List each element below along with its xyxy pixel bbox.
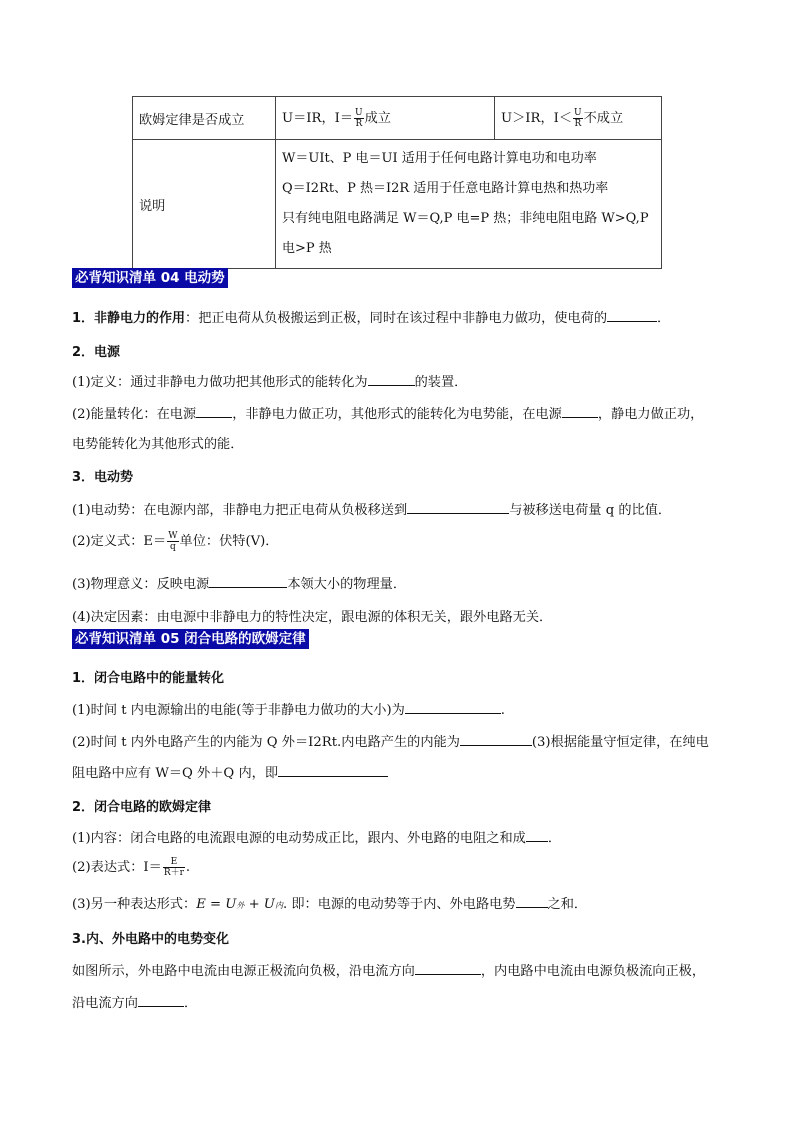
section-header-05: 必背知识清单 05 闭合电路的欧姆定律 (72, 629, 309, 649)
paragraph-3-2: (2)定义式：E＝ $\frac{W}{q}$ 单位：伏特(V)． (72, 531, 279, 552)
heading-closed-circuit-ohm: 2．闭合电路的欧姆定律 (72, 800, 212, 815)
fraction-u-over-r: $\frac{U}{R}$ (355, 108, 363, 129)
paragraph-1: 1．非静电力的作用：把正电荷从负极搬运到正极，同时在该过程中非静电力做功，使电荷的 ． (72, 307, 670, 326)
fill-blank (138, 992, 184, 1007)
fill-blank (415, 960, 481, 975)
paragraph-2-2-cont: 电势能转化为其他形式的能． (72, 437, 244, 452)
fill-blank (196, 403, 232, 418)
fill-blank (562, 403, 598, 418)
paragraph-3-1: (1)电动势：在电源内部，非静电力把正电荷从负极移送到 与被移送电荷量 q 的比值． (72, 499, 671, 518)
fill-blank (516, 893, 548, 908)
fraction-e-over-r-plus-r: $\frac{E}{R+r}$ (163, 857, 184, 878)
note-line: 只有纯电阻电路满足 W＝Q,P 电=P 热；非纯电阻电路 W>Q,P (282, 211, 649, 226)
note-line: W＝UIt、P 电＝UI 适用于任何电路计算电功和电功率 (282, 151, 597, 166)
table-cell-label: 欧姆定律是否成立 (133, 97, 276, 140)
paragraph-2-1: (1)定义：通过非静电力做功把其他形式的能转化为 的装置． (72, 371, 467, 390)
fraction-w-over-q: $\frac{W}{q}$ (168, 531, 178, 552)
fill-blank (405, 699, 501, 714)
paragraph-q2-3: (3)另一种表达形式：E = U外 + U内. 即：电源的电动势等于内、外电路电势 之和． (72, 893, 587, 912)
paragraph-2-2: (2)能量转化：在电源 ，非静电力做正功，其他形式的能转化为电势能，在电源 ，静电力做正功， (72, 403, 703, 422)
table-cell-pure-resistance: U＝IR，I＝ $\frac{U}{R}$ 成立 (276, 97, 495, 140)
paragraph-q1-2: (2)时间 t 内外电路产生的内能为 Q 外＝I2Rt.内电路产生的内能为 (3)根据能量守恒定律，在纯电 (72, 731, 709, 750)
paragraph-q1-1: (1)时间 t 内电源输出的电能(等于非静电力做功的大小)为 . (72, 699, 505, 718)
paragraph-3-4: (4)决定因素：由电源中非静电力的特性决定，跟电源的体积无关，跟外电路无关． (72, 610, 553, 625)
table-cell-notes (276, 140, 662, 269)
note-line: 电>P 热 (282, 241, 332, 256)
paragraph-q3-2: 沿电流方向 ． (72, 992, 197, 1011)
heading-power-source: 2．电源 (72, 345, 121, 360)
heading-potential-change: 3.内、外电路中的电势变化 (72, 932, 229, 947)
paragraph-q2-1: (1)内容：闭合电路的电流跟电源的电动势成正比，跟内、外电路的电阻之和成 ． (72, 827, 561, 846)
table-row (133, 97, 662, 140)
heading-emf: 3．电动势 (72, 470, 134, 485)
fraction-u-over-r: $\frac{U}{R}$ (574, 108, 582, 129)
fill-blank (607, 307, 657, 322)
heading-energy-conversion: 1．闭合电路中的能量转化 (72, 671, 225, 686)
paragraph-q3-1: 如图所示，外电路中电流由电源正极流向负极，沿电流方向 ，内电路中电流由电源负极流向正极， (72, 960, 705, 979)
table-row (133, 140, 662, 269)
table-cell-label: 说明 (133, 140, 276, 269)
fill-blank (460, 731, 532, 746)
fill-blank (368, 371, 415, 386)
fill-blank (526, 827, 548, 842)
paragraph-3-3: (3)物理意义：反映电源 本领大小的物理量． (72, 573, 406, 592)
fill-blank (407, 499, 509, 514)
comparison-table (132, 96, 662, 269)
section-header-04: 必背知识清单 04 电动势 (72, 268, 228, 288)
table-cell-non-pure-resistance: U＞IR，I＜ $\frac{U}{R}$ 不成立 (495, 97, 662, 140)
fill-blank (278, 762, 388, 777)
paragraph-q1-2-cont: 阻电路中应有 W＝Q 外＋Q 内，即 (72, 762, 388, 781)
fill-blank (209, 573, 287, 588)
note-line: Q＝I2Rt、P 热＝I2R 适用于任意电路计算电热和热功率 (282, 181, 609, 196)
paragraph-q2-2: (2)表达式：I＝ $\frac{E}{R+r}$ . (72, 857, 191, 878)
